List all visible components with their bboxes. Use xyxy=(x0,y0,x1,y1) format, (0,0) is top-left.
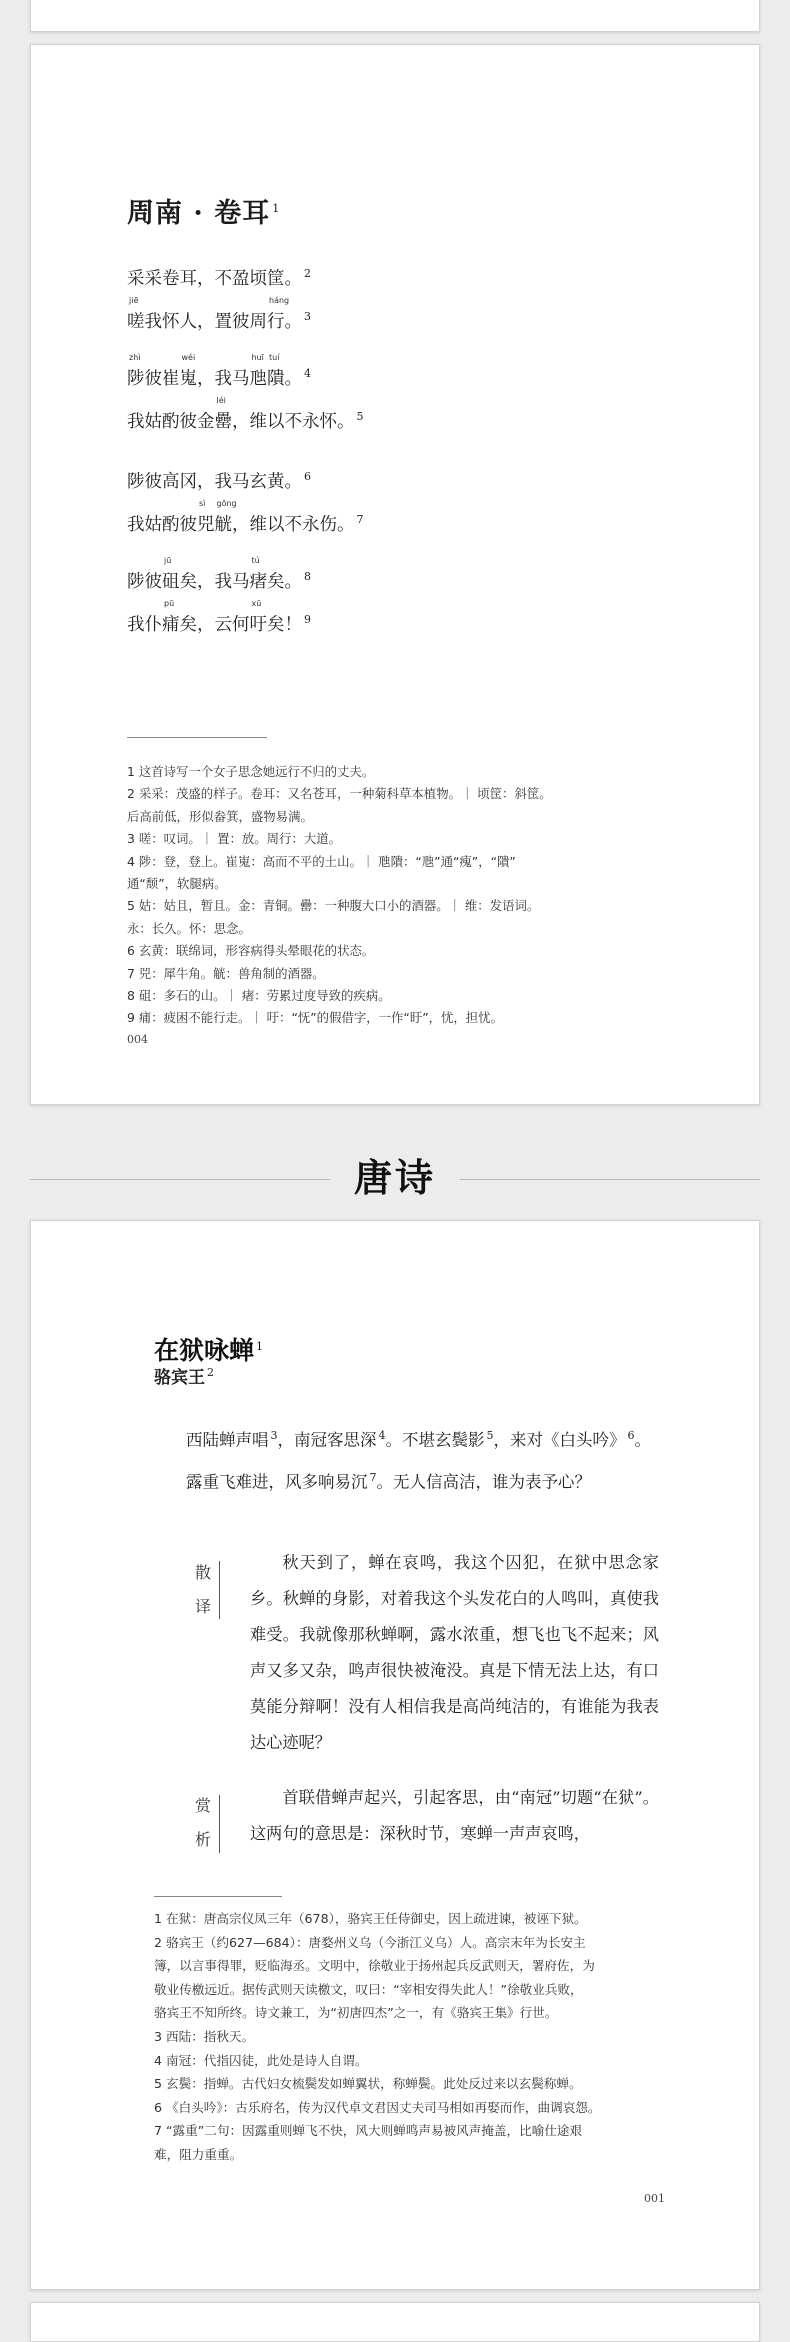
footnote-ref: 7 xyxy=(356,512,364,526)
stanza xyxy=(127,558,311,644)
footnote-ref: 8 xyxy=(304,570,311,583)
footnote-line: 难，阻力重重。 xyxy=(154,2146,243,2162)
pinyin-annotation: tuí xyxy=(269,353,280,362)
poem-author xyxy=(154,1363,214,1388)
poem-title xyxy=(154,1331,263,1367)
appreciation-label-char: 析 xyxy=(194,1830,211,1849)
footnote-line: 3 西陆：指秋天。 xyxy=(154,2028,255,2044)
poem-line-text: 陟彼崔嵬，我马虺隤。 xyxy=(127,368,302,389)
poem-line xyxy=(127,355,364,398)
section-rule-left xyxy=(30,1179,330,1180)
author-name: 骆宾王 xyxy=(154,1368,205,1388)
poem-line-text: 陟彼高冈，我马玄黄。 xyxy=(127,471,302,492)
pinyin-annotation: huī xyxy=(251,353,264,362)
previous-page-edge xyxy=(30,0,760,32)
footnote-ref: 6 xyxy=(627,1429,635,1442)
pinyin-annotation: wéi xyxy=(181,353,196,362)
pinyin-annotation: jiē xyxy=(129,295,139,305)
translation-label-char: 译 xyxy=(194,1597,211,1616)
footnote-ref: 5 xyxy=(486,1429,494,1442)
footnote-ref: 2 xyxy=(304,267,311,280)
translation-paragraph: 秋天到了，蝉在哀鸣，我这个囚犯，在狱中思念家乡。秋蝉的身影，对着我这个头发花白的人鸣叫，真使我难受。我就像那秋蝉啊，露水浓重，想飞也飞不起来；风声又多又杂，鸣声很快被淹没。真是下情无法上达，有口莫能分辩啊！没有人相信我是高尚纯洁的，有谁能为我表达心迹呢？ xyxy=(250,1553,659,1752)
footnote-ref: 1 xyxy=(272,202,281,215)
footnote-line: 4 陟：登，登上。崔嵬：高而不平的土山。｜ 虺隤：“虺”通“瘣”，“隤” xyxy=(127,853,516,869)
footnote-ref: 3 xyxy=(270,1429,278,1442)
appreciation-label xyxy=(191,1789,215,1857)
footnote-ref: 3 xyxy=(304,309,311,323)
stanza xyxy=(127,355,364,441)
footnote-ref: 1 xyxy=(256,1339,264,1353)
footnote-line: 簿，以言事得罪，贬临海丞。文明中，徐敬业于扬州起兵反武则天，署府佐，为 xyxy=(154,1958,595,1974)
footnote-ref: 6 xyxy=(304,470,311,483)
poem-body xyxy=(186,1417,651,1500)
poem-line-text: 采采卷耳，不盈顷筐。 xyxy=(127,268,302,289)
footnote-line: 2 采采：茂盛的样子。卷耳：又名苍耳，一种菊科草本植物。｜ 顷筐：斜筐。 xyxy=(127,786,552,802)
translation-label-char: 散 xyxy=(194,1563,211,1582)
poem-title-text: 周南 · 卷耳 xyxy=(127,198,271,229)
book-page-cicada xyxy=(30,1220,760,2290)
footnote-line: 3 嗟：叹词。｜ 置：放。周行：大道。 xyxy=(127,831,342,847)
poem-line-text: ，南冠客思深 xyxy=(277,1430,377,1450)
stanza xyxy=(127,458,364,544)
label-bar xyxy=(219,1795,220,1853)
footnote-ref: 7 xyxy=(369,1470,377,1484)
poem-line-text: 我姑酌彼兕觥，维以不永伤。 xyxy=(127,514,355,535)
pinyin-annotation: sì xyxy=(199,498,206,508)
poem-line-text: 我姑酌彼金罍，维以不永怀。 xyxy=(127,411,355,432)
footnote-line: 6 《白头吟》：古乐府名，传为汉代卓文君因丈夫司马相如再娶而作，曲调哀怨。 xyxy=(154,2099,601,2115)
poem-line xyxy=(127,458,364,501)
poem-line-text: 。无人信高洁，谁为表予心？ xyxy=(376,1472,591,1491)
footnote-line: 4 南冠：代指囚徒，此处是诗人自谓。 xyxy=(154,2052,368,2068)
poem-line-text: 。 xyxy=(634,1430,651,1450)
poem-line-text: 露重飞难进，风多响易沉 xyxy=(186,1472,368,1491)
pinyin-annotation: jū xyxy=(164,556,172,565)
footnote-line: 1 在狱：唐高宗仪凤三年（678），骆宾王任侍御史，因上疏进谏，被诬下狱。 xyxy=(154,1911,587,1926)
footnote-ref: 2 xyxy=(207,1366,214,1380)
page-number: 004 xyxy=(127,1033,148,1046)
pinyin-annotation: léi xyxy=(216,395,226,405)
translation-label xyxy=(191,1556,215,1624)
poem-line-text: 。不堪玄鬓影 xyxy=(385,1430,485,1450)
pinyin-annotation: gōng xyxy=(216,498,237,508)
footnote-line: 9 痡：疲困不能行走。｜ 吁：“怃”的假借字，一作“盱”，忧，担忧。 xyxy=(127,1010,503,1026)
pinyin-annotation: zhì xyxy=(129,353,141,362)
footnote-line: 2 骆宾王（约627—684）：唐婺州义乌（今浙江义乌）人。高宗末年为长安主 xyxy=(154,1934,586,1950)
poem-line xyxy=(186,1417,651,1459)
poem-title xyxy=(127,191,280,230)
poem-line xyxy=(127,498,364,544)
footnote-line: 骆宾王不知所终。诗文兼工，为“初唐四杰”之一，有《骆宾王集》行世。 xyxy=(154,2005,558,2021)
poem-line-text: 我仆痡矣，云何吁矣！ xyxy=(127,614,302,635)
poem-line xyxy=(127,295,311,341)
footnote-line: 8 砠：多石的山。｜ 瘏：劳累过度导致的疾病。 xyxy=(127,988,391,1004)
footnotes xyxy=(154,1907,679,2167)
footnote-line: 5 玄鬓：指蝉。古代妇女梳鬓发如蝉翼状，称蝉鬓。此处反过来以玄鬓称蝉。 xyxy=(154,2076,582,2092)
poem-line xyxy=(127,395,364,441)
footnote-line: 敬业传檄远近。据传武则天读檄文，叹曰：“宰相安得失此人！”徐敬业兵败， xyxy=(154,1981,583,1997)
footnote-ref: 9 xyxy=(304,612,311,626)
appreciation-paragraph: 首联借蝉声起兴，引起客思，由“南冠”切题“在狱”。这两句的意思是：深秋时节，寒蝉一声声哀鸣， xyxy=(250,1788,659,1843)
poem-line xyxy=(127,598,311,644)
footnote-line: 后高前低，形似畚箕，盛物易满。 xyxy=(127,808,313,824)
poem-line xyxy=(127,558,311,601)
footnote-line: 7 兕：犀牛角。觥：兽角制的酒器。 xyxy=(127,965,325,981)
pinyin-annotation: háng xyxy=(269,295,290,305)
poem-line-text: ，来对《白头吟》 xyxy=(493,1430,626,1450)
page-number: 001 xyxy=(644,2192,665,2205)
footnote-divider xyxy=(127,737,267,738)
footnote-line: 永：长久。怀：思念。 xyxy=(127,920,251,936)
pinyin-annotation: pū xyxy=(164,598,175,608)
footnote-ref: 5 xyxy=(356,409,364,423)
footnote-line: 1 这首诗写一个女子思念她远行不归的丈夫。 xyxy=(127,764,375,779)
poem-line xyxy=(186,1459,651,1501)
pinyin-annotation: tú xyxy=(251,556,260,565)
footnote-ref: 4 xyxy=(304,367,311,380)
next-page-edge xyxy=(30,2302,760,2342)
footnote-ref: 4 xyxy=(378,1429,386,1442)
stanza xyxy=(127,255,311,341)
footnote-line: 5 姑：姑且，暂且。金：青铜。罍：一种腹大口小的酒器。｜ 维：发语词。 xyxy=(127,898,540,914)
footnotes xyxy=(127,761,687,1030)
poem-line-text: 陟彼砠矣，我马瘏矣。 xyxy=(127,571,302,592)
section-title: 唐诗 xyxy=(353,1155,436,1200)
poem-line-text: 嗟我怀人，置彼周行。 xyxy=(127,311,302,332)
appreciation-label-char: 赏 xyxy=(194,1796,211,1815)
label-bar xyxy=(219,1561,220,1619)
pinyin-annotation: xū xyxy=(251,598,262,608)
footnote-divider xyxy=(154,1896,282,1897)
footnote-line: 通“颓”，软腿病。 xyxy=(127,876,227,892)
poem-line xyxy=(127,255,311,298)
poem-title-text: 在狱咏蝉 xyxy=(154,1336,255,1365)
poem-line-text: 西陆蝉声唱 xyxy=(186,1430,269,1450)
footnote-line: 7 “露重”二句：因露重则蝉飞不快，风大则蝉鸣声易被风声掩盖，比喻仕途艰 xyxy=(154,2123,583,2139)
footnote-line: 6 玄黄：联绵词，形容病得头晕眼花的状态。 xyxy=(127,943,375,959)
book-page-juaner xyxy=(30,44,760,1105)
section-rule-right xyxy=(460,1179,760,1180)
